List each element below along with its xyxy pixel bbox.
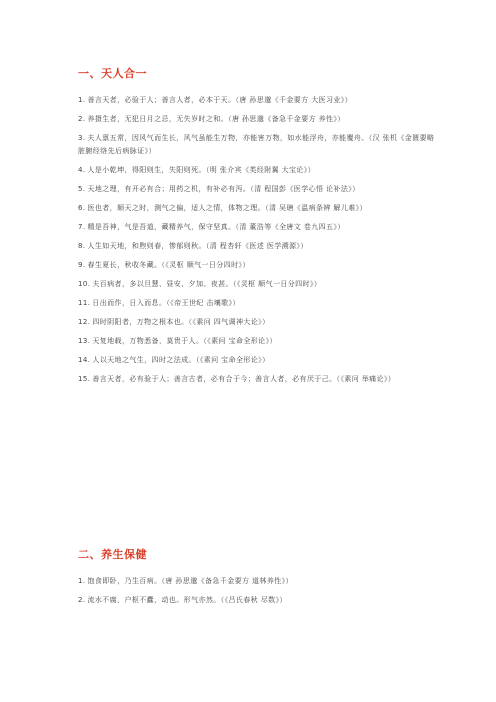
quote-item xyxy=(78,373,438,386)
quote-item xyxy=(78,164,438,177)
item-number: 1. xyxy=(78,96,86,104)
quote-item xyxy=(78,183,438,196)
quote-item xyxy=(78,594,438,607)
item-number: 2. xyxy=(78,596,86,604)
item-text: 夫百病者，多以旦慧、昼安、夕加、夜甚。（《灵枢 顺气一日分四时》） xyxy=(92,280,322,288)
item-text: 人是小乾坤，得阳则生，失阳则死。（明 张介宾《类经附翼 大宝论》） xyxy=(87,166,316,174)
quote-item xyxy=(78,259,438,272)
item-text: 四时阴阳者，万物之根本也。（《素问 四气调神大论》） xyxy=(92,318,270,326)
item-text: 善言天者，必验于人；善言人者，必本于天。（唐 孙思邈《千金要方 大医习业》） xyxy=(87,96,353,104)
item-text: 流水不腐，户枢不蠹，动也。形气亦然。（《吕氏春秋 尽数》） xyxy=(87,596,287,604)
item-text: 人生如天地，和煦则春，惨郁则秋。（清 程杏轩《医述 医学溯源》） xyxy=(87,242,308,250)
item-number: 10. xyxy=(78,280,91,288)
section-heading: 一、天人合一 xyxy=(78,67,147,80)
quote-item xyxy=(78,335,438,348)
item-number: 5. xyxy=(78,185,86,193)
item-text: 饱食即卧，乃生百病。（唐 孙思邈《备急千金要方 道林养性》） xyxy=(87,577,293,585)
quote-item xyxy=(78,132,438,158)
item-text: 养摄生者，无犯日月之忌，无失岁时之和。（唐 孙思邈《备急千金要方 养性》） xyxy=(87,115,345,123)
item-text: 精是吾神，气是吾道，藏精养气，保守坚真。（清 董浩等《全唐文 卷九四五》） xyxy=(87,223,345,231)
item-number: 13. xyxy=(78,337,91,345)
quote-item xyxy=(78,297,438,310)
quote-item xyxy=(78,94,438,107)
item-text: 夫人禀五常，因风气而生长，风气虽能生万物，亦能害万物，如水能浮舟，亦能覆舟。（汉 张机《金匮要略 脏腑经络先后病脉证》） xyxy=(78,134,435,155)
item-text: 日出而作，日入而息。（《帝王世纪 击壤歌》） xyxy=(92,299,240,307)
item-text: 天复地载，万物悉备，莫贵于人。（《素问 宝命全形论》） xyxy=(92,337,277,345)
quote-item xyxy=(78,354,438,367)
item-text: 春生夏长，秋收冬藏。（《灵枢 顺气一日分四时》） xyxy=(87,261,250,269)
item-number: 14. xyxy=(78,356,91,364)
item-text: 善言天者，必有验于人；善言古者，必有合于今；善言人者，必有厌于己。（《素问 举痛论》） xyxy=(92,375,396,383)
quote-item xyxy=(78,113,438,126)
item-number: 1. xyxy=(78,577,86,585)
section-heading: 二、养生保健 xyxy=(78,548,147,561)
item-number: 3. xyxy=(78,134,86,142)
item-number: 7. xyxy=(78,223,86,231)
item-number: 6. xyxy=(78,204,86,212)
item-number: 4. xyxy=(78,166,86,174)
quote-item xyxy=(78,278,438,291)
item-number: 8. xyxy=(78,242,86,250)
item-number: 9. xyxy=(78,261,86,269)
item-text: 天地之理，有开必有合；用药之机，有补必有泻。（清 程国彭《医学心悟 论补法》） xyxy=(87,185,360,193)
item-number: 15. xyxy=(78,375,91,383)
quote-item xyxy=(78,202,438,215)
item-number: 11. xyxy=(78,299,91,307)
item-number: 2. xyxy=(78,115,86,123)
item-number: 12. xyxy=(78,318,91,326)
quote-item xyxy=(78,221,438,234)
item-text: 人以天地之气生，四时之法成。（《素问 宝命全形论》） xyxy=(92,356,270,364)
item-text: 医也者，顺天之时，测气之偏，适人之情，体物之理。（清 吴瑭《温病条辨 解儿难》） xyxy=(87,204,367,212)
quote-item xyxy=(78,575,438,588)
quote-item xyxy=(78,316,438,329)
quote-item xyxy=(78,240,438,253)
section-yangsheng-baojian xyxy=(78,545,438,613)
section-tianren-heyi xyxy=(78,64,438,392)
